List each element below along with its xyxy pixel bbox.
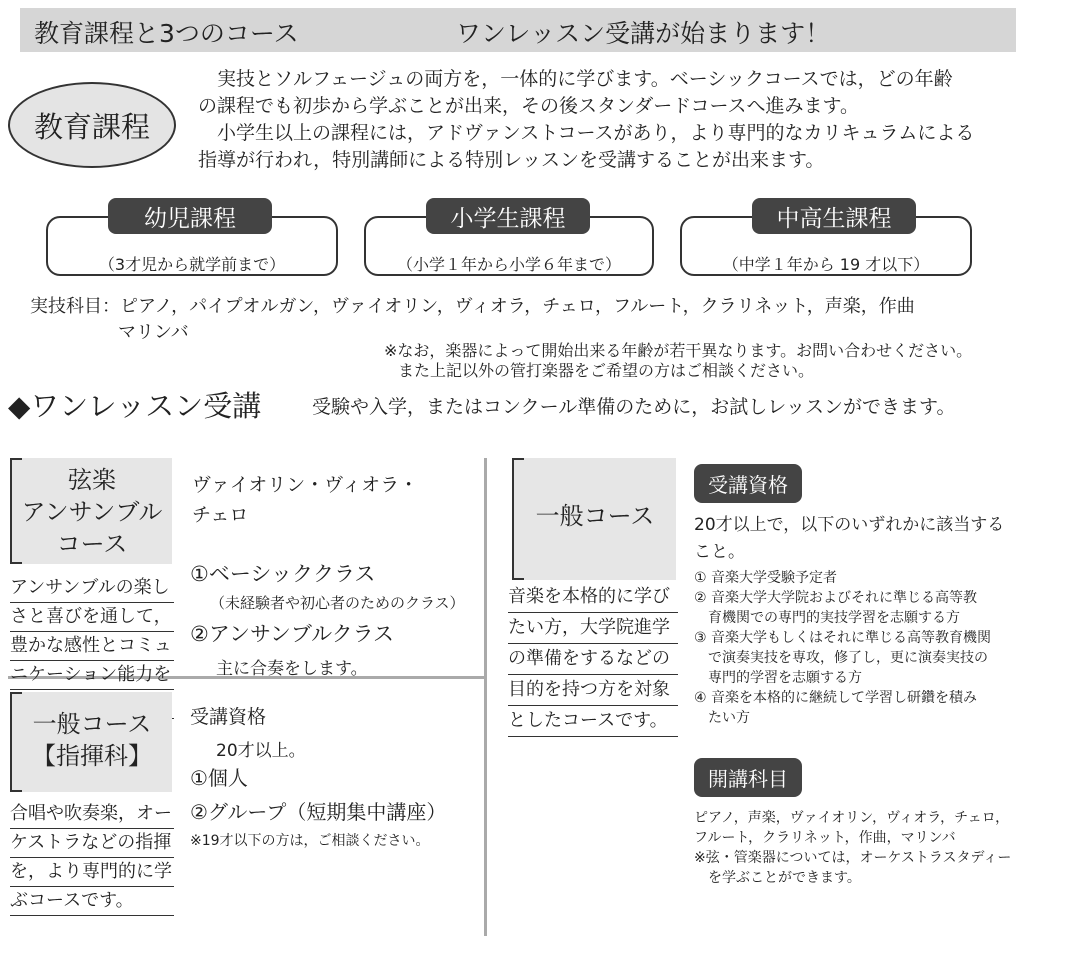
general-subjects [694,808,1011,888]
qualification-item-line: ④ 音楽を本格的に継続して学習し研鑽を積み [694,690,977,706]
age-note: ※なお，楽器によって開始出来る年齢が若干異なります。お問い合わせください。 [384,341,973,360]
group-option: ②グループ（短期集中講座） [190,800,447,824]
qualification-item-line: たい方 [694,710,750,726]
conducting-title-line: 一般コース [32,710,152,738]
course-label-secondary: 中高生課程 [752,198,916,234]
one-lesson-title: ◆ワンレッスン受講 [8,389,262,423]
basic-class-note: （未経験者や初心者のためのクラス） [210,594,465,612]
intro-line: 小学生以上の課程には，アドヴァンストコースがあり，より専門的なカリキュラムによる [198,122,975,144]
qualification-item-line: ③ 音楽大学もしくはそれに準じる高等教育機関 [694,630,991,646]
conducting-title-line: 【指揮科】 [32,742,152,770]
qualification-intro-line: こと。 [694,542,745,562]
qualification-item-line: ② 音楽大学大学院およびそれに準じる高等教 [694,590,977,606]
qualification-item-line: ① 音楽大学受験予定者 [694,570,838,586]
column-divider [484,458,487,936]
strings-desc-line: さと喜びを通して， [10,603,174,632]
conducting-qual-title: 受講資格 [190,706,267,728]
subjects-tag: 開講科目 [694,758,802,797]
ensemble-class: ②アンサンブルクラス [190,622,395,646]
qualification-item [694,568,991,588]
course-range-secondary: （中学１年から 19 才以下） [722,255,930,274]
general-title: 一般コース [535,502,655,530]
general-subjects-note: ※弦・管楽器については，オーケストラスタディー [694,850,1012,866]
qualification-item-line: で演奏実技を専攻，修了し，更に演奏実技の [694,650,988,666]
individual-option: ①個人 [190,766,248,790]
qualification-list [694,568,991,728]
intro-text [198,66,974,174]
practical-subjects-cont: マリンバ [118,322,189,343]
general-desc-line: 目的を持つ方を対象 [508,675,678,706]
general-subjects-note: を学ぶことができます。 [694,870,861,886]
ensemble-class-note: 主に合奏をします。 [216,659,368,679]
conducting-qual-value: 20才以上。 [216,741,306,761]
qualification-intro [694,512,1004,566]
qualification-item-line: 専門的学習を志願する方 [694,670,862,686]
conducting-description [10,800,174,916]
intro-line: 指導が行われ，特別講師による特別レッスンを受講することが出来ます。 [198,149,825,171]
strings-course-box [10,458,172,564]
practical-subjects: 実技科目：ピアノ，パイプオルガン，ヴァイオリン，ヴィオラ，チェロ，フルート，クラリネット，声楽，作曲 [30,296,915,317]
general-description [508,582,678,737]
strings-title-line: アンサンブル [21,498,163,526]
strings-instruments-line: ヴァイオリン・ヴィオラ・ [192,474,419,496]
qualification-item [694,588,991,628]
conducting-desc-line: ケストラなどの指揮 [10,829,174,858]
general-desc-line: たい方，大学院進学 [508,613,678,644]
strings-title-line: 弦楽 [68,466,116,494]
conducting-desc-line: ぶコースです。 [10,890,134,911]
strings-desc-line: ニケーション能力を [10,661,174,690]
course-range-preschool: （3才児から就学前まで） [98,255,286,274]
general-course-box [512,458,676,580]
strings-instruments-line: チェロ [192,504,249,526]
one-lesson-desc: 受験や入学，またはコンクール準備のために，お試しレッスンができます。 [312,396,956,418]
conducting-desc-line: 合唱や吹奏楽，オー [10,800,174,829]
course-range-elementary: （小学１年から小学６年まで） [396,255,621,274]
page-subtitle: ワンレッスン受講が始まります！ [456,19,831,48]
qualification-intro-line: 20才以上で，以下のいずれかに該当する [694,515,1005,535]
basic-class: ①ベーシッククラス [190,562,376,586]
intro-line: 実技とソルフェージュの両方を，一体的に学びます。ベーシックコースでは，どの年齢 [198,68,953,90]
intro-line: の課程でも初歩から学ぶことが出来，その後スタンダードコースへ進みます。 [198,95,860,117]
instrument-note: また上記以外の管打楽器をご希望の方はご相談ください。 [398,361,815,380]
strings-desc-line: アンサンブルの楽し [10,574,174,603]
general-desc-line: 音楽を本格的に学び [508,582,678,613]
course-label-elementary: 小学生課程 [426,198,590,234]
general-subjects-line: フルート，クラリネット，作曲，マリンバ [694,830,956,846]
general-desc-line: としたコースです。 [508,710,668,731]
general-subjects-line: ピアノ，声楽，ヴァイオリン，ヴィオラ，チェロ， [694,810,1010,826]
conducting-note: ※19才以下の方は，ご相談ください。 [190,833,430,849]
course-label-preschool: 幼児課程 [108,198,272,234]
general-desc-line: の準備をするなどの [508,644,678,675]
strings-title-line: コース [56,530,128,558]
strings-instruments [192,470,418,530]
qualification-tag: 受講資格 [694,464,802,503]
conducting-desc-line: を，より専門的に学 [10,858,174,887]
qualification-item [694,688,991,728]
curriculum-badge: 教育課程 [8,82,176,168]
qualification-item-line: 育機関での専門的実技学習を志願する方 [694,610,960,626]
conducting-course-box [10,692,172,792]
strings-desc-line: 豊かな感性とコミュ [10,632,174,661]
qualification-item [694,628,991,688]
page-title: 教育課程と3つのコース [34,19,299,48]
